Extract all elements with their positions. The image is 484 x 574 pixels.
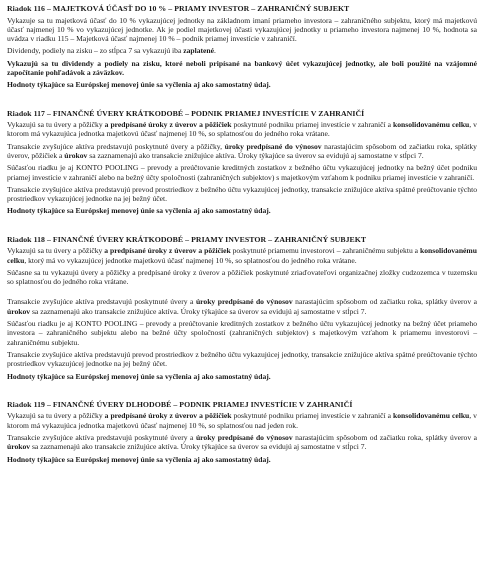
section-title-118: Riadok 118 – FINANČNÉ ÚVERY KRÁTKODOBÉ – PRIAMY INVESTOR – ZAHRANIČNÝ SUBJEKT bbox=[7, 234, 367, 244]
paragraph: Súčasne sa tu vykazujú úvery a pôžičky a predpísané úroky z úverov a pôžičiek poskytnuté zriaďovateľovi organizačnej zložky cudzozemca v tuzemsku so splatnosťou do jedného roka vrátane. bbox=[7, 267, 477, 287]
paragraph: Vykazujú sa tu úvery a pôžičky a predpísané úroky z úverov a pôžičiek poskytnuté priamemu investorovi – zahraničnému subjektu a konsolidovanému celku, ktorý má vo vykazujúcej jednotke majetkovú účasť najmenej 10 %, so splatnosťou do jedného roka vrátane. bbox=[7, 246, 477, 265]
emu-note: Hodnoty týkajúce sa Európskej menovej únie sa vyčlenia aj ako samostatný údaj. bbox=[7, 206, 271, 216]
section-title-119: Riadok 119 – FINANČNÉ ÚVERY DLHODOBÉ – PODNIK PRIAMEJ INVESTÍCIE V ZAHRANIČÍ bbox=[7, 399, 353, 409]
paragraph: Transakcie zvyšujúce aktíva predstavujú prevod prostriedkov z bežného účtu vykazujúcej jednotky, transakcie znižujúce aktíva spätné preúčtovanie týchto prostriedkov vykazujúcej jednotke na jej bežný účet. bbox=[7, 184, 477, 204]
section-title-117: Riadok 117 – FINANČNÉ ÚVERY KRÁTKODOBÉ – PODNIK PRIAMEJ INVESTÍCIE V ZAHRANIČÍ bbox=[7, 108, 365, 118]
section-row-119 bbox=[7, 400, 477, 464]
paragraph: Vykazujú sa tu úvery a pôžičky a predpísané úroky z úverov a pôžičiek poskytnuté podniku priamej investície v zahraničí a konsolidovanému celku, v ktorom má vykazujúca jednotka majetkovú účasť najmenej 10 %, so splatnosťou nad jeden rok. bbox=[7, 411, 477, 430]
paragraph: Transakcie zvyšujúce aktíva predstavujú poskytnuté úvery a úroky predpísané do výnosov narastajúcim spôsobom od začiatku roka, splátky úverov a úrokov sa zaznamenajú ako transakcie znižujúce aktíva. Úroky týkajúce sa úverov sa evidujú aj samostatne v stĺpci 7. bbox=[7, 432, 477, 452]
paragraph: Transakcie zvyšujúce aktíva predstavujú poskytnuté úvery a úroky predpísané do výnosov narastajúcim spôsobom od začiatku roka, splátky úverov a úrokov sa zaznamenajú ako transakcie znižujúce aktíva. Úroky týkajúce sa úverov sa evidujú aj samostatne v stĺpci 7. bbox=[7, 297, 477, 316]
paragraph: Súčasťou riadku je aj KONTO POOLING – prevody a preúčtovanie kreditných zostatkov z bežného účtu vykazujúcej jednotky na bežný účet podniku priamej investície v zahraničí alebo na bežný účty spoločnosti (zahraničných subjektov) s majetkovým vzťahom k podniku priamej investície v zahraničí. bbox=[7, 163, 477, 182]
emu-note: Hodnoty týkajúce sa Európskej menovej únie sa vyčlenia aj ako samostatný údaj. bbox=[7, 80, 271, 90]
section-row-117 bbox=[7, 109, 477, 216]
paragraph: Súčasťou riadku je aj KONTO POOLING – prevody a preúčtovanie kreditných zostatkov z bežného účtu vykazujúcej jednotky na bežný účet priameho investora – zahraničného subjektu alebo na bežné účty spoločností (zahraničných subjektov) s majetkovým vzťahom k priamemu investorovi – zahraničnému subjektu. bbox=[7, 319, 477, 347]
section-title-116: Riadok 116 – MAJETKOVÁ ÚČASŤ DO 10 % – PRIAMY INVESTOR – ZAHRANIČNÝ SUBJEKT bbox=[7, 4, 350, 13]
section-row-118 bbox=[7, 235, 477, 381]
paragraph: Transakcie zvyšujúce aktíva predstavujú poskytnuté úvery a pôžičky, úroky predpísané do výnosov narastajúcim spôsobom od začiatku roka, splátky úverov, pôžičiek a úrokov sa zaznamenajú ako transakcie znižujúce aktíva. Úroky týkajúce sa úverov sa evidujú aj samostatne v stĺpci 7. bbox=[7, 141, 477, 160]
section-row-116 bbox=[7, 4, 477, 90]
emu-note: Hodnoty týkajúce sa Európskej menovej únie sa vyčlenia aj ako samostatný údaj. bbox=[7, 454, 271, 464]
paragraph: Transakcie zvyšujúce aktíva predstavujú prevod prostriedkov z bežného účtu vykazujúcej jednotky, transakcie znižujúce aktíva spätné preúčtovanie týchto prostriedkov vykazujúcej jednotke na jej bežný účet. bbox=[7, 349, 477, 369]
paragraph: Vykazujú sa tu úvery a pôžičky a predpísané úroky z úverov a pôžičiek poskytnuté podniku priamej investície v zahraničí a konsolidovanému celku, v ktorom má vykazujúca jednotka majetkovú účasť najmenej 10 %, so splatnosťou do jedného roka vrátane. bbox=[7, 120, 477, 139]
paragraph-bold: Vykazujú sa tu dividendy a podiely na zisku, ktoré neboli pripísané na bankový účet vykazujúcej jednotky, ale boli použité na vzájomné započítanie pohľadávok a záväzkov. bbox=[7, 58, 477, 77]
paragraph: Vykazuje sa tu majetková účasť do 10 % vykazujúcej jednotky na základnom imaní priameho investora – zahraničného subjektu, ktorý má majetkovú účasť najmenej 10 % vo vykazujúcej jednotke. Ak je podiel majetkovej účasti vykazujúcej jednotky u priameho investora najmenej 10 %, hodnota sa uvádza v riadku 115 – Majetková účasť najmenej 10 % – podnik priamej investície v zahraničí. bbox=[7, 15, 477, 44]
paragraph: Dividendy, podiely na zisku – zo stĺpca 7 sa vykazujú iba zaplatené. bbox=[7, 46, 216, 56]
emu-note: Hodnoty týkajúce sa Európskej menovej únie sa vyčlenia aj ako samostatný údaj. bbox=[7, 371, 271, 381]
